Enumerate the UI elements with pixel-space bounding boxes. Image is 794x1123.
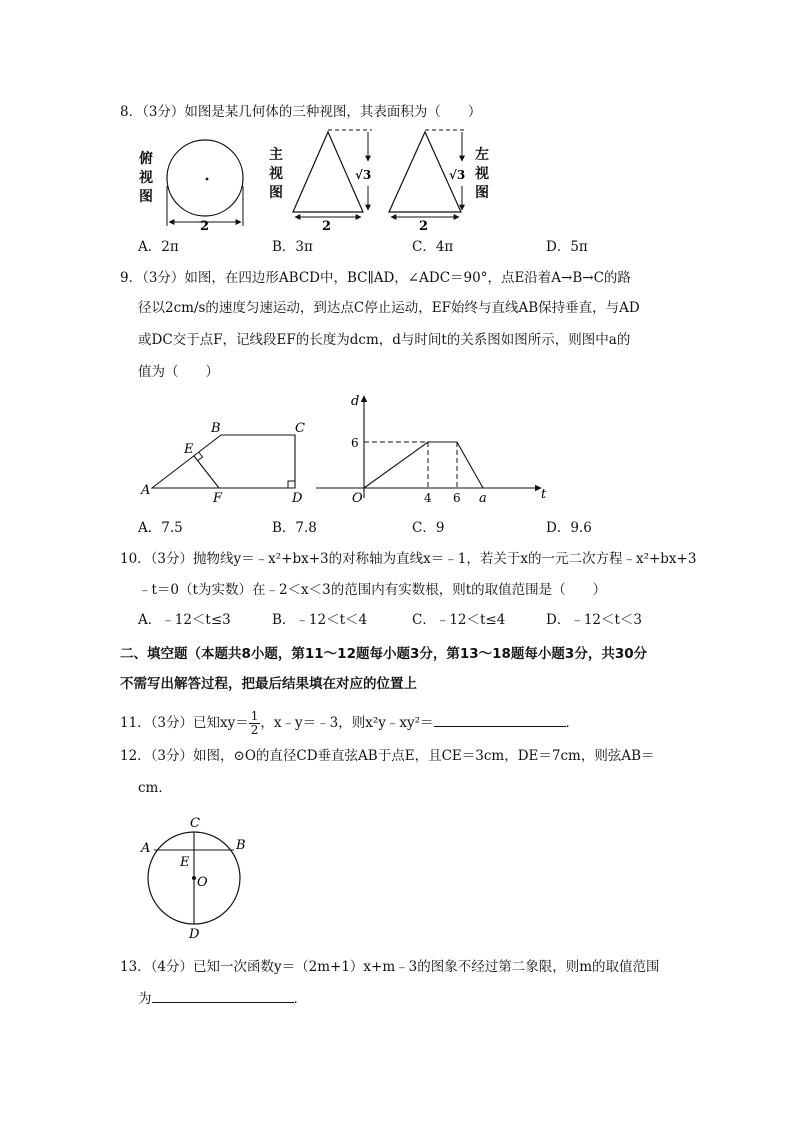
top-view-center-dot: [206, 178, 209, 181]
graph-label-o: O: [352, 491, 363, 506]
q8-option-a[interactable]: A．2π: [138, 239, 179, 255]
circle-label-b: B: [236, 838, 246, 853]
q8-three-views-figure: [160, 126, 500, 234]
q13-end: ．: [293, 991, 307, 1007]
label-d: D: [292, 491, 303, 506]
circle-label-a: A: [141, 841, 151, 856]
circle-label-d: D: [189, 927, 200, 942]
label-a: A: [141, 483, 151, 498]
front-view-char-3: 图: [269, 185, 283, 201]
segment-ef: [194, 456, 219, 488]
q11-frac-den: 2: [250, 723, 259, 737]
left-view-height-label: √3: [449, 168, 466, 182]
front-view-height-label: √3: [355, 168, 372, 182]
label-b: B: [211, 421, 221, 436]
front-view-width-label: 2: [322, 219, 332, 234]
q13-prefix: 为: [138, 991, 152, 1007]
q9-line-3: 或DC交于点F，记线段EF的长度为dcm，d与时间t的关系图如图所示，则图中a的: [138, 332, 631, 348]
q10-line-1: 10．（3分）抛物线y＝﹣x²+bx+3的对称轴为直线x＝﹣1，若关于x的一元二次方程﹣x²+bx+3: [120, 551, 697, 567]
graph-tick-a-x: a: [479, 491, 487, 506]
q9-distance-time-graph: [316, 390, 556, 508]
q11-suffix: ，x﹣y＝﹣3，则x²y﹣xy²＝: [260, 715, 434, 731]
q11-line: [120, 709, 579, 737]
q11-prefix: 11．（3分）已知xy＝: [120, 715, 249, 731]
q8-option-b[interactable]: B．3π: [272, 239, 313, 255]
front-view-triangle: [293, 132, 363, 212]
q9-option-d[interactable]: D．9.6: [546, 520, 592, 536]
graph-tick-6-y: 6: [351, 436, 359, 450]
q8-top-view-label: [139, 150, 153, 207]
right-angle-mark-d: [288, 481, 295, 488]
section-2-heading-line-1: 二、填空题（本题共8小题，第11～12题每小题3分，第13～18题每小题3分，共30分: [120, 646, 648, 662]
section-2-heading-line-2: 不需写出解答过程，把最后结果填在对应的位置上: [120, 676, 417, 692]
left-view-char-3: 图: [475, 185, 489, 201]
q13-answer-blank[interactable]: [152, 988, 294, 1003]
q13-line-2: [138, 988, 307, 1009]
q12-line-1: 12．（3分）如图，⊙O的直径CD垂直弦AB于点E，且CE＝3cm，DE＝7cm，则弦AB＝: [120, 748, 655, 764]
label-f: F: [213, 491, 223, 506]
q11-answer-blank[interactable]: [434, 712, 566, 727]
label-c: C: [295, 421, 305, 436]
right-angle-mark-e: [198, 453, 203, 461]
front-view-char-2: 视: [269, 166, 283, 182]
q11-frac-num: 1: [250, 709, 259, 723]
top-view-circle: [167, 140, 243, 216]
q9-line-1: 9．（3分）如图，在四边形ABCD中，BC∥AD，∠ADC＝90°，点E沿着A→B→C的路: [120, 270, 631, 286]
q10-line-2: ﹣t＝0（t为实数）在﹣2＜x＜3的范围内有实数根，则t的取值范围是（ ）: [138, 582, 607, 598]
q10-option-b[interactable]: B．﹣12＜t＜4: [272, 612, 368, 628]
q13-line-1: 13．（4分）已知一次函数y＝（2m+1）x+m﹣3的图象不经过第二象限，则m的取值范围: [120, 959, 660, 975]
graph-label-t: t: [541, 487, 547, 502]
q9-option-a[interactable]: A．7.5: [138, 520, 183, 536]
q11-end: ．: [565, 715, 580, 731]
q8-stem: 8．（3分）如图是某几何体的三种视图，其表面积为（ ）: [120, 104, 482, 120]
graph-label-d: d: [351, 394, 360, 409]
circle-label-c: C: [190, 816, 200, 831]
top-view-char-1: 俯: [139, 151, 153, 167]
q10-option-d[interactable]: D．﹣12＜t＜3: [546, 612, 643, 628]
top-view-char-3: 图: [139, 189, 153, 205]
left-view-width-label: 2: [419, 219, 429, 234]
q12-circle-figure: [138, 812, 254, 942]
circle-label-e: E: [180, 855, 190, 870]
quadrilateral-abcd: [152, 435, 295, 488]
top-view-char-2: 视: [139, 170, 153, 186]
q8-option-d[interactable]: D．5π: [546, 239, 588, 255]
q9-option-b[interactable]: B．7.8: [272, 520, 317, 536]
q10-option-c[interactable]: C．﹣12＜t≤4: [412, 612, 506, 628]
q10-option-a[interactable]: A．﹣12＜t≤3: [138, 612, 231, 628]
q9-quadrilateral-figure: [138, 418, 318, 506]
center-dot-o: [192, 876, 196, 880]
graph-tick-4-x: 4: [424, 491, 432, 505]
label-e: E: [184, 442, 194, 457]
q12-line-2: cm．: [138, 780, 172, 796]
front-view-char-1: 主: [269, 147, 283, 163]
q11-fraction: [249, 710, 261, 737]
left-view-char-2: 视: [475, 166, 489, 182]
q9-option-c[interactable]: C．9: [412, 520, 445, 536]
left-view-char-1: 左: [475, 147, 489, 163]
circle-label-o: O: [197, 875, 208, 890]
graph-tick-6-x: 6: [453, 491, 461, 505]
q9-line-2: 径以2cm/s的速度匀速运动，到达点C停止运动，EF始终与直线AB保持垂直，与AD: [138, 300, 640, 316]
q9-line-4: 值为（ ）: [138, 364, 219, 380]
top-view-dim-label: 2: [200, 219, 210, 234]
q8-option-c[interactable]: C．4π: [412, 239, 454, 255]
graph-line-d-t: [364, 442, 483, 488]
